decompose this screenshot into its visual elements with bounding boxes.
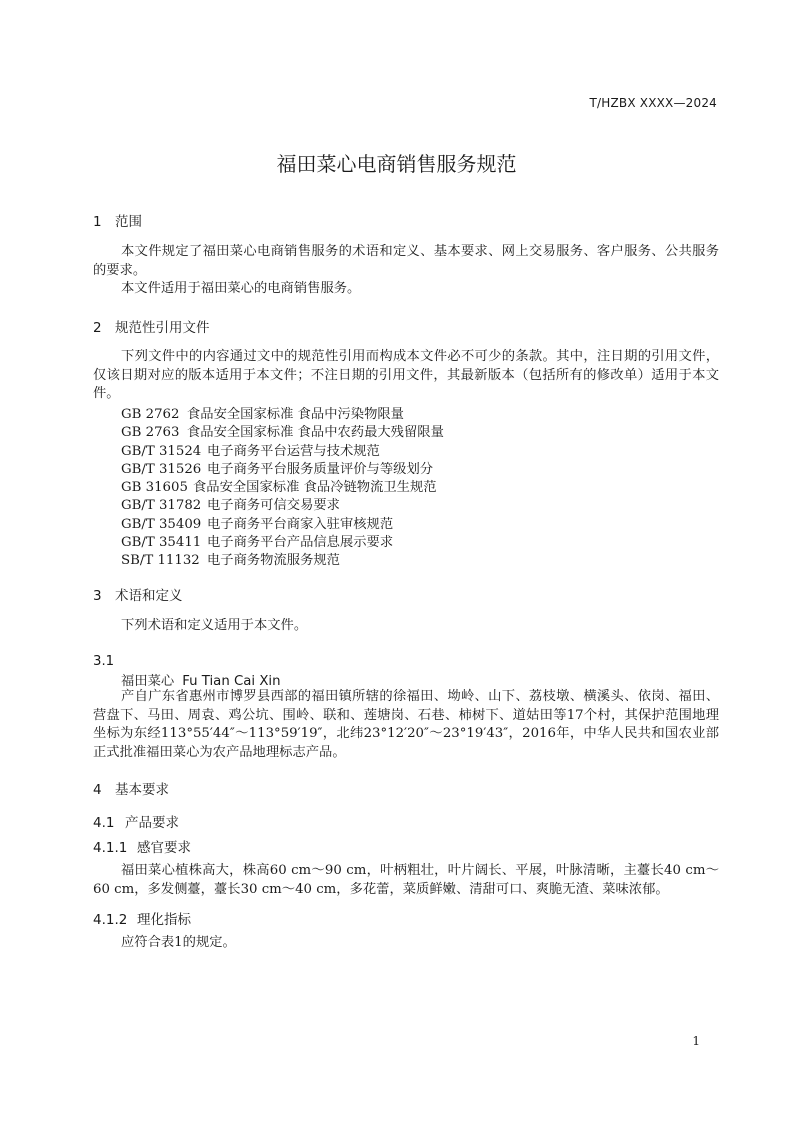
section-title: 基本要求	[115, 782, 169, 798]
reference-name: 电子商务物流服务规范	[207, 553, 340, 568]
section-number: 2	[93, 320, 102, 336]
reference-code: GB/T 31524	[121, 444, 202, 459]
reference-item	[121, 440, 380, 459]
section-title: 规范性引用文件	[115, 320, 210, 336]
subsection-4-1-1-heading	[93, 836, 191, 856]
section-3-heading	[93, 584, 183, 604]
reference-item	[121, 476, 437, 495]
subsection-title: 感官要求	[137, 840, 191, 856]
subsection-4-1-2-text: 应符合表1的规定。	[121, 935, 236, 950]
reference-name: 食品安全国家标准 食品中污染物限量	[187, 407, 404, 422]
section-title: 术语和定义	[115, 588, 183, 604]
section-4-heading	[93, 778, 169, 798]
reference-code: GB 2763	[121, 425, 180, 440]
reference-code: GB 2762	[121, 407, 180, 422]
reference-name: 电子商务平台服务质量评价与等级划分	[207, 462, 434, 477]
subsection-number: 4.1	[93, 815, 115, 831]
standard-code: T/HZBX XXXX—2024	[589, 96, 717, 110]
subsection-number: 4.1.2	[93, 912, 128, 928]
section-1-paragraph-2: 本文件适用于福田菜心的电商销售服务。	[121, 281, 361, 296]
term-entry	[121, 670, 281, 689]
subsection-title: 产品要求	[125, 815, 179, 831]
subsection-4-1-1-text: 福田菜心植株高大，株高60 cm～90 cm，叶柄粗壮，叶片阔长、平展，叶脉清晰，主薹长40 cm～60 cm，多发侧薹，薹长30 cm～40 cm，多花蕾，菜质鲜嫩、清甜可口、爽脆无渣、菜味浓郁。	[93, 863, 719, 897]
reference-item	[121, 494, 340, 513]
reference-name: 食品安全国家标准 食品冷链物流卫生规范	[193, 480, 437, 495]
reference-code: GB/T 31782	[121, 498, 202, 513]
term-definition: 产自广东省惠州市博罗县西部的福田镇所辖的徐福田、坳岭、山下、荔枝墩、横溪头、依岗、福田、营盘下、马田、周袁、鸡公坑、围岭、联和、莲塘岗、石巷、柿树下、道姑田等17个村，其保护范围地理坐标为东经113°55′44″～113°59′19″，北纬23°12′20″～23°19′43″，2016年，中华人民共和国农业部正式批准福田菜心为农产品地理标志产品。	[93, 689, 719, 760]
reference-code: GB/T 35409	[121, 517, 202, 532]
term-chinese: 福田菜心	[121, 674, 175, 689]
section-1-paragraph-1: 本文件规定了福田菜心电商销售服务的术语和定义、基本要求、网上交易服务、客户服务、公共服务的要求。	[93, 244, 719, 278]
section-2-intro: 下列文件中的内容通过文中的规范性引用而构成本文件必不可少的条款。其中，注日期的引用文件，仅该日期对应的版本适用于本文件；不注日期的引用文件，其最新版本（包括所有的修改单）适用于本文件。	[93, 349, 719, 401]
section-1-heading	[93, 210, 142, 230]
section-number: 4	[93, 782, 102, 798]
section-number: 1	[93, 214, 102, 230]
term-number: 3.1	[93, 654, 115, 669]
subsection-title: 理化指标	[137, 912, 191, 928]
term-english: Fu Tian Cai Xin	[182, 674, 281, 689]
subsection-number: 4.1.1	[93, 840, 128, 856]
document-title: 福田菜心电商销售服务规范	[276, 152, 517, 176]
reference-item	[121, 458, 433, 477]
reference-name: 电子商务平台产品信息展示要求	[207, 535, 394, 550]
section-number: 3	[93, 588, 102, 604]
subsection-4-1-heading	[93, 811, 179, 831]
subsection-4-1-2-heading	[93, 908, 191, 928]
reference-code: SB/T 11132	[121, 553, 200, 568]
reference-name: 电子商务平台商家入驻审核规范	[207, 517, 394, 532]
reference-name: 食品安全国家标准 食品中农药最大残留限量	[187, 425, 444, 440]
reference-code: GB/T 31526	[121, 462, 202, 477]
reference-item	[121, 531, 393, 550]
reference-item	[121, 549, 340, 568]
reference-name: 电子商务可信交易要求	[207, 498, 340, 513]
reference-name: 电子商务平台运营与技术规范	[207, 444, 380, 459]
page-number: 1	[692, 1034, 700, 1048]
reference-code: GB/T 35411	[121, 535, 202, 550]
reference-code: GB 31605	[121, 480, 188, 495]
reference-item	[121, 421, 444, 440]
section-title: 范围	[115, 214, 142, 230]
reference-item	[121, 403, 404, 422]
reference-item	[121, 513, 393, 532]
section-2-heading	[93, 316, 210, 336]
section-3-intro: 下列术语和定义适用于本文件。	[121, 618, 308, 633]
